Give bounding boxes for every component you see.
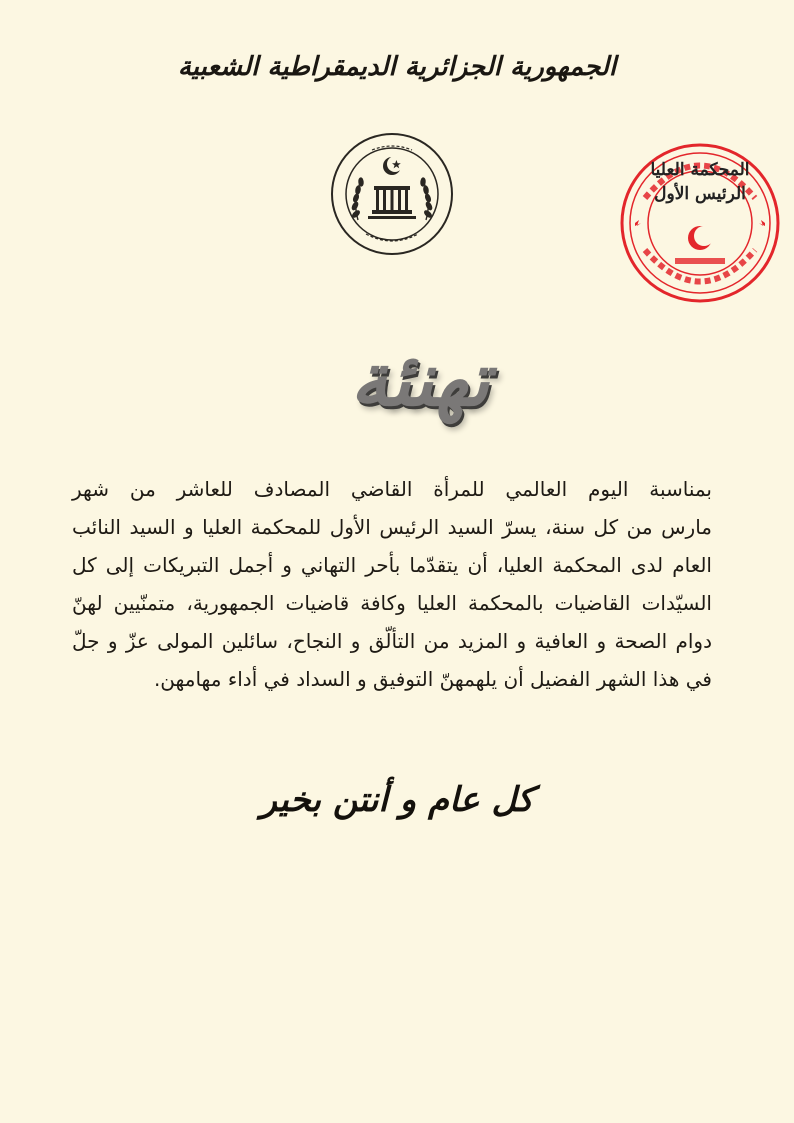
body-line: السيّدات القاضيات بالمحكمة العليا وكافة قاضيات الجمهورية، متمنّيين لهنّ	[72, 591, 712, 615]
body-line: العام لدى المحكمة العليا، أن يتقدّما بأحر التهاني و أجمل التبريكات إلى كل	[72, 553, 712, 577]
supreme-court-emblem-icon	[328, 130, 456, 258]
body-line: بمناسبة اليوم العالمي للمرأة القاضي المصادف للعاشر من شهر	[72, 477, 712, 501]
body-line: مارس من كل سنة، يسرّ السيد الرئيس الأول للمحكمة العليا و السيد النائب	[72, 515, 712, 539]
page-header-title: الجمهورية الجزائرية الديمقراطية الشعبية	[177, 52, 617, 82]
closing-greeting: كل عام و أنتن بخير	[260, 780, 534, 820]
stamp-signature: المحكمة العليا الرئيس الأول	[650, 160, 750, 204]
body-line: دوام الصحة و العافية و المزيد من التألّق و النجاح، سائلين المولى عزّ و جلّ	[72, 629, 712, 653]
body-line: في هذا الشهر الفضيل أن يلهمهنّ التوفيق و السداد في أداء مهامهن.	[153, 667, 712, 691]
body-paragraph	[72, 470, 712, 698]
congratulations-heading	[270, 320, 570, 440]
heading-title: تهنئة	[350, 337, 490, 423]
